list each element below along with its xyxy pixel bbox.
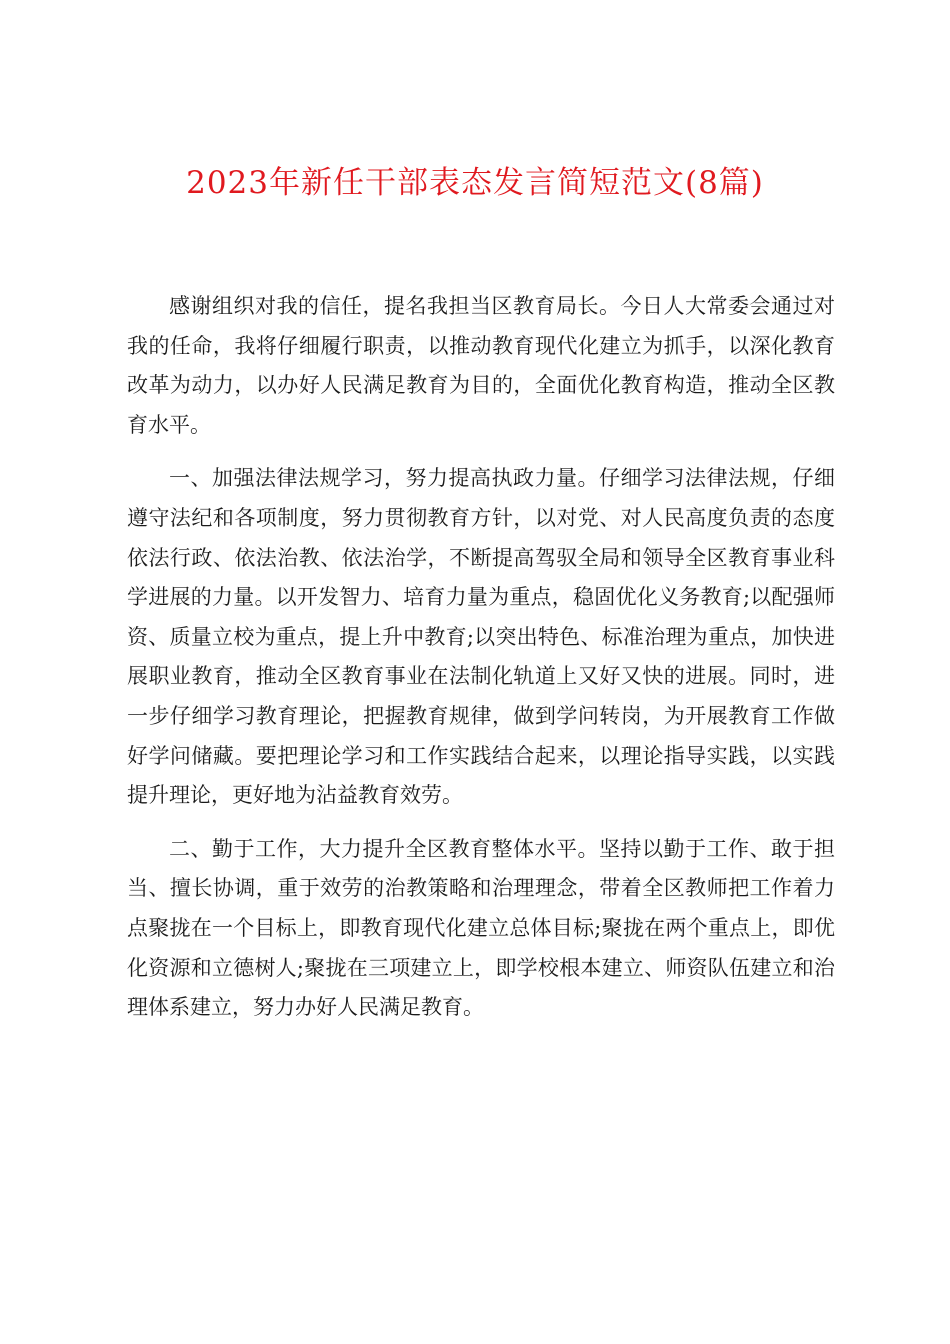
document-title: 2023年新任干部表态发言简短范文(8篇) [186, 165, 764, 201]
paragraph-intro: 感谢组织对我的信任，提名我担当区教育局长。今日人大常委会通过对我的任命，我将仔细履行职责，以推动教育现代化建立为抓手，以深化教育改革为动力，以办好人民满足教育为目的，全面优化教育构造，推动全区教育水平。 [127, 294, 835, 437]
paragraph-section-1: 一、加强法律法规学习，努力提高执政力量。仔细学习法律法规，仔细遵守法纪和各项制度，努力贯彻教育方针，以对党、对人民高度负责的态度依法行政、依法治教、依法治学，不断提高驾驭全局和领导全区教育事业科学进展的力量。以开发智力、培育力量为重点，稳固优化义务教育;以配强师资、质量立校为重点，提上升中教育;以突出特色、标准治理为重点，加快进展职业教育，推动全区教育事业在法制化轨道上又好又快的进展。同时，进一步仔细学习教育理论，把握教育规律，做到学问转岗，为开展教育工作做好学问储藏。要把理论学习和工作实践结合起来，以理论指导实践，以实践提升理论，更好地为沾益教育效劳。 [127, 466, 835, 808]
paragraph-section-2: 二、勤于工作，大力提升全区教育整体水平。坚持以勤于工作、敢于担当、擅长协调，重于效劳的治教策略和治理理念，带着全区教师把工作着力点聚拢在一个目标上，即教育现代化建立总体目标;聚拢在两个重点上，即优化资源和立德树人;聚拢在三项建立上，即学校根本建立、师资队伍建立和治理体系建立，努力办好人民满足教育。 [127, 836, 835, 1020]
document-body [127, 287, 835, 1042]
